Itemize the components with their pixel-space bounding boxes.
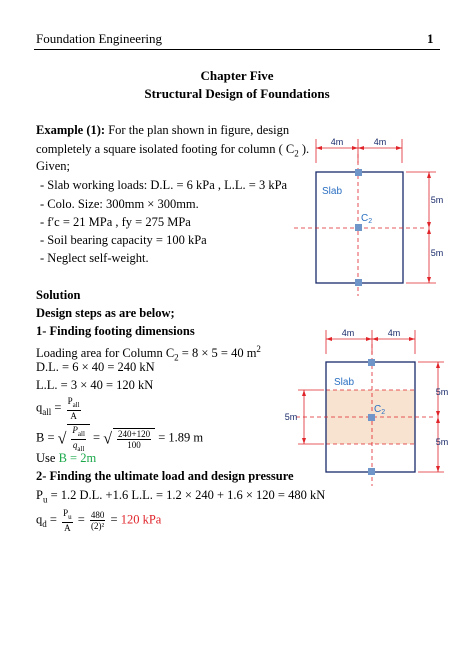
loading-area-value: = 8 × 5 = 40 m <box>178 346 257 361</box>
b-eq2: = <box>89 430 104 445</box>
qall-eq: = <box>51 400 65 415</box>
figure-2 <box>284 322 449 492</box>
chapter-number: Chapter Five <box>200 68 274 83</box>
qall-equation <box>36 396 83 422</box>
fig1-column-c2 <box>355 224 362 231</box>
qd-num-sub: u <box>68 512 72 521</box>
given-item: - Colo. Size: 300mm × 300mm. <box>40 197 199 211</box>
pu-equation <box>36 486 325 510</box>
example-intro: For the plan shown in figure, design <box>105 123 290 137</box>
fig1-column-top <box>355 169 362 176</box>
given-item: - f′c = 21 MPa , fy = 275 MPa <box>40 215 191 229</box>
use-line <box>36 449 96 468</box>
qd-equation <box>36 508 161 534</box>
fig1-dim-top: 5m <box>430 195 444 205</box>
b-lhs: B = <box>36 430 58 445</box>
qall-sub: all <box>42 406 52 417</box>
live-load: L.L. = 3 × 40 = 120 kN <box>36 378 154 392</box>
fig2-dim-right: 4m <box>387 328 401 338</box>
qd-num2: 480 <box>90 509 105 520</box>
given-label: Given; <box>36 159 71 173</box>
b-result: = 1.89 m <box>155 430 204 445</box>
fig1-dim-left: 4m <box>330 137 344 147</box>
qd-eq2: = <box>74 512 88 527</box>
fig2-dim-bottom: 5m <box>435 437 449 447</box>
fig1-dim-bottom: 5m <box>430 248 444 258</box>
example-line2-end: ). <box>298 142 310 156</box>
qd-den: A <box>64 522 71 533</box>
fig1-column-bottom <box>355 279 362 286</box>
qd-eq: = <box>46 512 61 527</box>
use-label: Use <box>36 451 59 465</box>
example-line2-text: completely a square isolated footing for column ( C <box>36 142 295 156</box>
fig2-dim-left-side: 5m <box>284 412 298 422</box>
example-column-sub: 2 <box>294 148 299 159</box>
given-item: - Slab working loads: D.L. = 6 kPa , L.L. = 3 kPa <box>40 178 288 192</box>
qd-eq3: = <box>107 512 121 527</box>
b-num2: 240+120 <box>118 428 151 439</box>
example-label: Example (1): <box>36 123 106 137</box>
b-num: P <box>72 425 78 435</box>
pu-sub: u <box>42 494 48 505</box>
figure-1 <box>286 128 446 298</box>
qd-symbol: q <box>36 512 43 527</box>
loading-area-sup: 2 <box>256 344 261 354</box>
given-item: - Neglect self-weight. <box>40 251 149 265</box>
fig2-column-top <box>368 359 375 366</box>
example-line1 <box>36 121 289 140</box>
loading-area-sub: 2 <box>174 352 179 363</box>
b-num-sub: all <box>77 429 85 438</box>
solution-heading: Solution <box>36 288 81 302</box>
header-title: Foundation Engineering <box>36 31 163 46</box>
step2-heading: 2- Finding the ultimate load and design pressure <box>36 469 294 483</box>
chapter-title: Structural Design of Foundations <box>144 86 330 101</box>
fig2-column-c2 <box>368 414 375 421</box>
page-number: 1 <box>427 31 434 46</box>
fig1-dim-right: 4m <box>373 137 387 147</box>
loading-area-text: Loading area for Column C <box>36 346 175 361</box>
dead-load: D.L. = 6 × 40 = 240 kN <box>36 360 155 374</box>
fig2-dim-top: 5m <box>435 387 449 397</box>
qd-result: 120 kPa <box>120 512 162 527</box>
qd-fraction2 <box>90 510 106 531</box>
example-line2 <box>36 140 309 164</box>
fig2-column-label: $C_2$ <box>374 404 386 416</box>
fig2-column-bottom <box>368 468 375 475</box>
fig2-dim-left: 4m <box>341 328 355 338</box>
given-item: - Soil bearing capacity = 100 kPa <box>40 233 207 247</box>
b-den-sub: all <box>77 444 85 453</box>
fig1-slab-label: Slab <box>322 186 343 197</box>
steps-heading: Design steps as are below; <box>36 306 175 320</box>
qall-fraction <box>67 396 81 421</box>
b-den: q <box>72 439 78 450</box>
pu-rest: = 1.2 D.L. +1.6 L.L. = 1.2 × 240 + 1.6 × 120 = 480 kN <box>47 488 326 502</box>
qd-num: P <box>63 508 69 518</box>
step1-heading: 1- Finding footing dimensions <box>36 324 195 338</box>
fig2-slab-label: Slab <box>334 377 355 388</box>
header-rule <box>34 49 440 50</box>
qd-fraction <box>62 508 73 533</box>
qall-den: A <box>70 410 77 421</box>
b-den2: 100 <box>127 439 141 450</box>
qd-den2: (2)² <box>91 520 105 531</box>
qall-num-sub: all <box>72 400 80 409</box>
b-equation: B = √ $\frac{P_{all}}{q_{all}}$ = √ $\frac{240+120}{100}$ = 1.89 m <box>36 425 204 453</box>
fig1-column-label: $C_2$ <box>361 213 373 225</box>
qall-num: P <box>67 396 73 406</box>
b-fraction2 <box>117 429 151 450</box>
qd-sub: d <box>42 518 47 529</box>
qall-symbol: q <box>36 400 43 415</box>
use-value: B = 2m <box>58 451 97 465</box>
pu-symbol: P <box>36 488 43 502</box>
